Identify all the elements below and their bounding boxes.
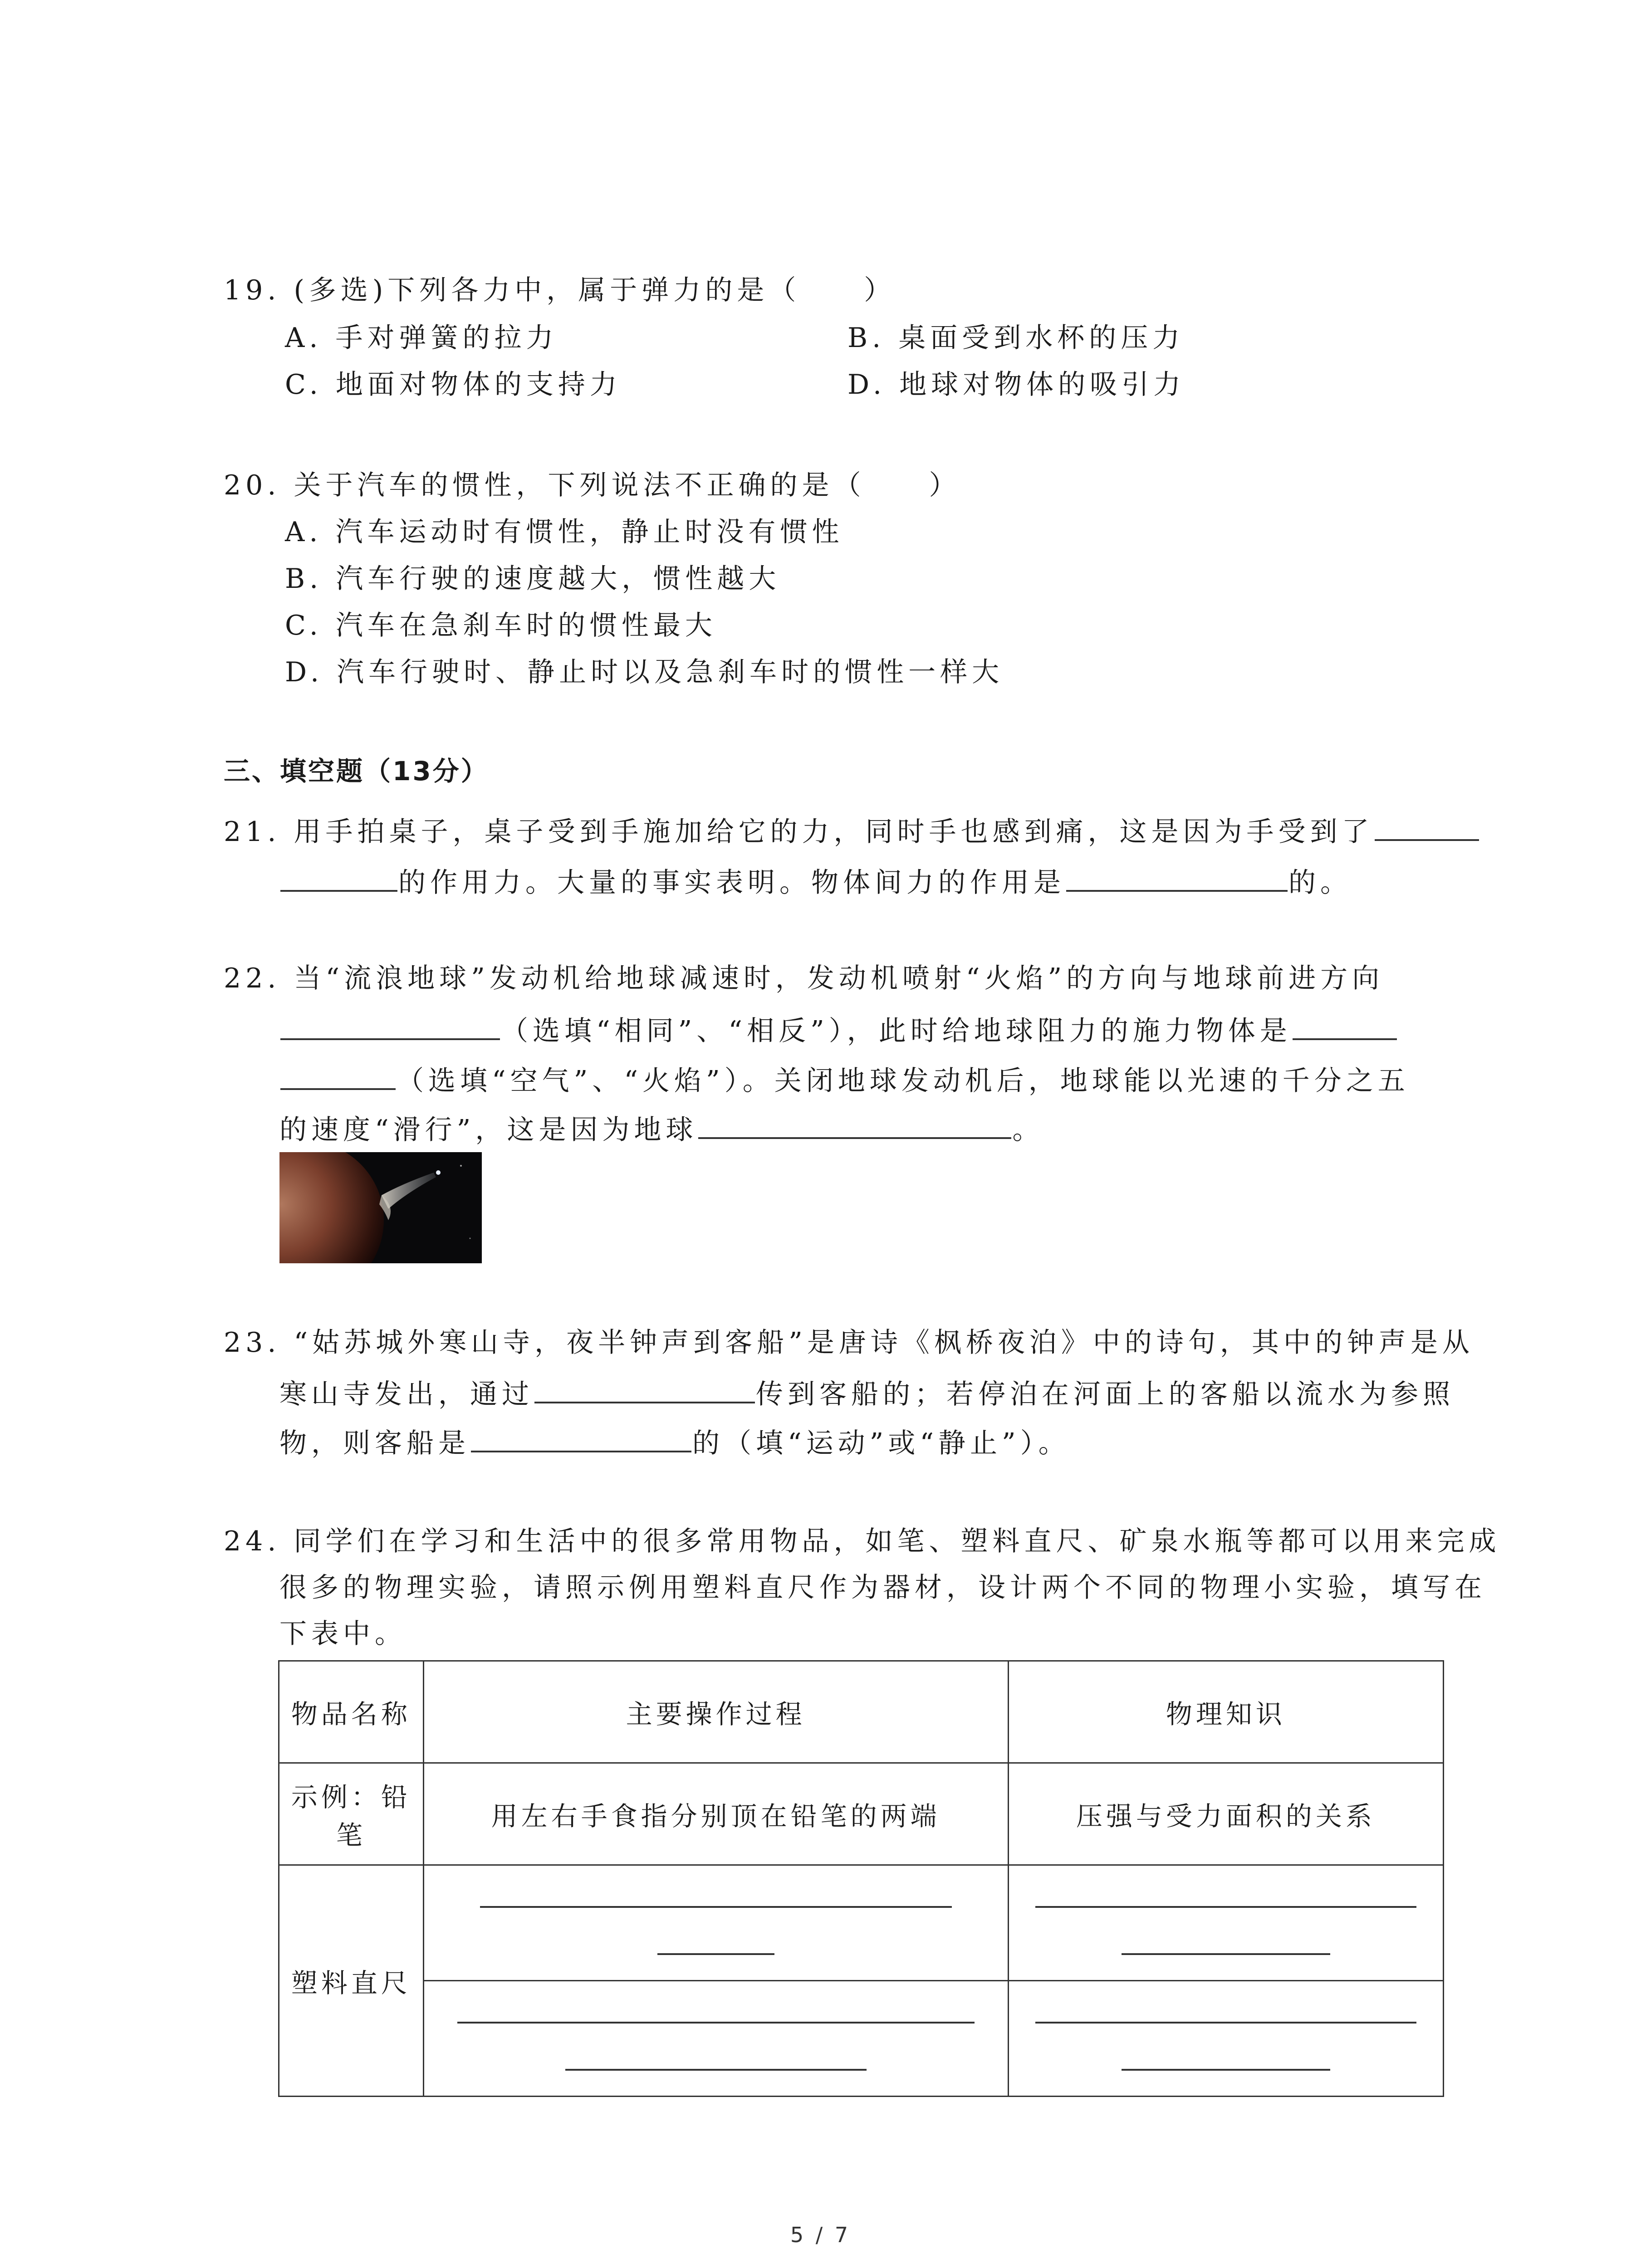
- answer-line[interactable]: [1035, 2020, 1416, 2024]
- q22-text-5: 。: [1012, 1114, 1044, 1146]
- q21-blank-1-cont[interactable]: [280, 862, 397, 892]
- answer-line[interactable]: [657, 1951, 774, 1955]
- page-number: 5 / 7: [790, 2223, 851, 2247]
- example-process: 用左右手食指分别顶在铅笔的两端: [423, 1763, 1008, 1865]
- q20-option-c: C. 汽车在急刹车时的惯性最大: [285, 610, 717, 641]
- table-ruler-row-2: [279, 1981, 1444, 2097]
- q19-option-c: C. 地面对物体的支持力: [285, 369, 622, 401]
- q23-text-1: 23. “姑苏城外寒山寺，夜半钟声到客船”是唐诗《枫桥夜泊》中的诗句，其中的钟声是从: [224, 1327, 1474, 1359]
- planet-illustration: [279, 1152, 482, 1263]
- q22-blank-2-cont[interactable]: [280, 1060, 396, 1090]
- header-knowledge: 物理知识: [1008, 1661, 1443, 1763]
- example-knowledge: 压强与受力面积的关系: [1008, 1763, 1443, 1865]
- q24-text-3: 下表中。: [279, 1618, 407, 1650]
- ruler-item: 塑料直尺: [279, 1865, 424, 2097]
- q21-text-1: 21. 用手拍桌子，桌子受到手施加给它的力，同时手也感到痛，这是因为手受到了: [224, 816, 1374, 848]
- q22-text-4: 的速度“滑行”，这是因为地球: [279, 1114, 698, 1146]
- answer-line[interactable]: [1122, 1951, 1330, 1955]
- q23-text-5: 的（填“运动”或“静止”）。: [692, 1427, 1070, 1459]
- q23-blank-2[interactable]: [471, 1422, 691, 1452]
- ruler-process-2[interactable]: [423, 1981, 1008, 2097]
- q19-option-b: B. 桌面受到水杯的压力: [847, 322, 1185, 354]
- q22-blank-2[interactable]: [1293, 1010, 1397, 1040]
- table-ruler-row-1: [279, 1865, 1444, 1981]
- answer-line[interactable]: [565, 2067, 867, 2071]
- q23-blank-1[interactable]: [534, 1374, 755, 1403]
- table-header-row: [279, 1661, 1444, 1763]
- q22-blank-3[interactable]: [698, 1109, 1011, 1139]
- q22-text-2: （选填“相同”、“相反”），此时给地球阻力的施力物体是: [501, 1015, 1292, 1047]
- q22-blank-1[interactable]: [280, 1010, 500, 1040]
- wandering-earth-image: [279, 1152, 482, 1263]
- answer-line[interactable]: [480, 1904, 952, 1908]
- answer-line[interactable]: [457, 2020, 975, 2024]
- q20-option-d: D. 汽车行驶时、静止时以及急刹车时的惯性一样大: [285, 656, 1004, 688]
- ruler-knowledge-1[interactable]: [1008, 1865, 1443, 1981]
- example-item: 示例：铅笔: [279, 1763, 424, 1865]
- q22-text-3: （选填“空气”、“火焰”）。关闭地球发动机后，地球能以光速的千分之五: [397, 1065, 1410, 1097]
- q24-text-2: 很多的物理实验，请照示例用塑料直尺作为器材，设计两个不同的物理小实验，填写在: [279, 1572, 1486, 1603]
- answer-line[interactable]: [1035, 1904, 1416, 1908]
- q19-stem: 19. (多选)下列各力中，属于弹力的是（ ）: [224, 274, 896, 306]
- q20-stem: 20. 关于汽车的惯性，下列说法不正确的是（ ）: [224, 469, 961, 501]
- header-process: 主要操作过程: [423, 1661, 1008, 1763]
- q19-option-a: A. 手对弹簧的拉力: [285, 322, 558, 354]
- q23-text-2: 寒山寺发出，通过: [279, 1378, 534, 1410]
- q21-blank-1[interactable]: [1375, 811, 1479, 841]
- ruler-knowledge-2[interactable]: [1008, 1981, 1443, 2097]
- q21-text-2: 的作用力。大量的事实表明。物体间力的作用是: [398, 867, 1065, 899]
- q19-option-d: D. 地球对物体的吸引力: [847, 369, 1185, 401]
- q20-option-a: A. 汽车运动时有惯性，静止时没有惯性: [285, 516, 844, 548]
- ruler-process-1[interactable]: [423, 1865, 1008, 1981]
- q22-text-1: 22. 当“流浪地球”发动机给地球减速时，发动机喷射“火焰”的方向与地球前进方向: [224, 963, 1384, 994]
- section-heading: 三、填空题（13分）: [224, 756, 489, 787]
- q24-text-1: 24. 同学们在学习和生活中的很多常用物品，如笔、塑料直尺、矿泉水瓶等都可以用来完成: [224, 1525, 1501, 1557]
- q21-blank-2[interactable]: [1066, 862, 1288, 892]
- q23-text-3: 传到客船的；若停泊在河面上的客船以流水为参照: [756, 1378, 1455, 1410]
- experiment-table: [278, 1660, 1444, 2097]
- header-item: 物品名称: [279, 1661, 424, 1763]
- q20-option-b: B. 汽车行驶的速度越大，惯性越大: [285, 563, 781, 595]
- q21-text-3: 的。: [1288, 867, 1352, 899]
- answer-line[interactable]: [1122, 2067, 1330, 2071]
- q23-text-4: 物，则客船是: [279, 1427, 470, 1459]
- table-example-row: [279, 1763, 1444, 1865]
